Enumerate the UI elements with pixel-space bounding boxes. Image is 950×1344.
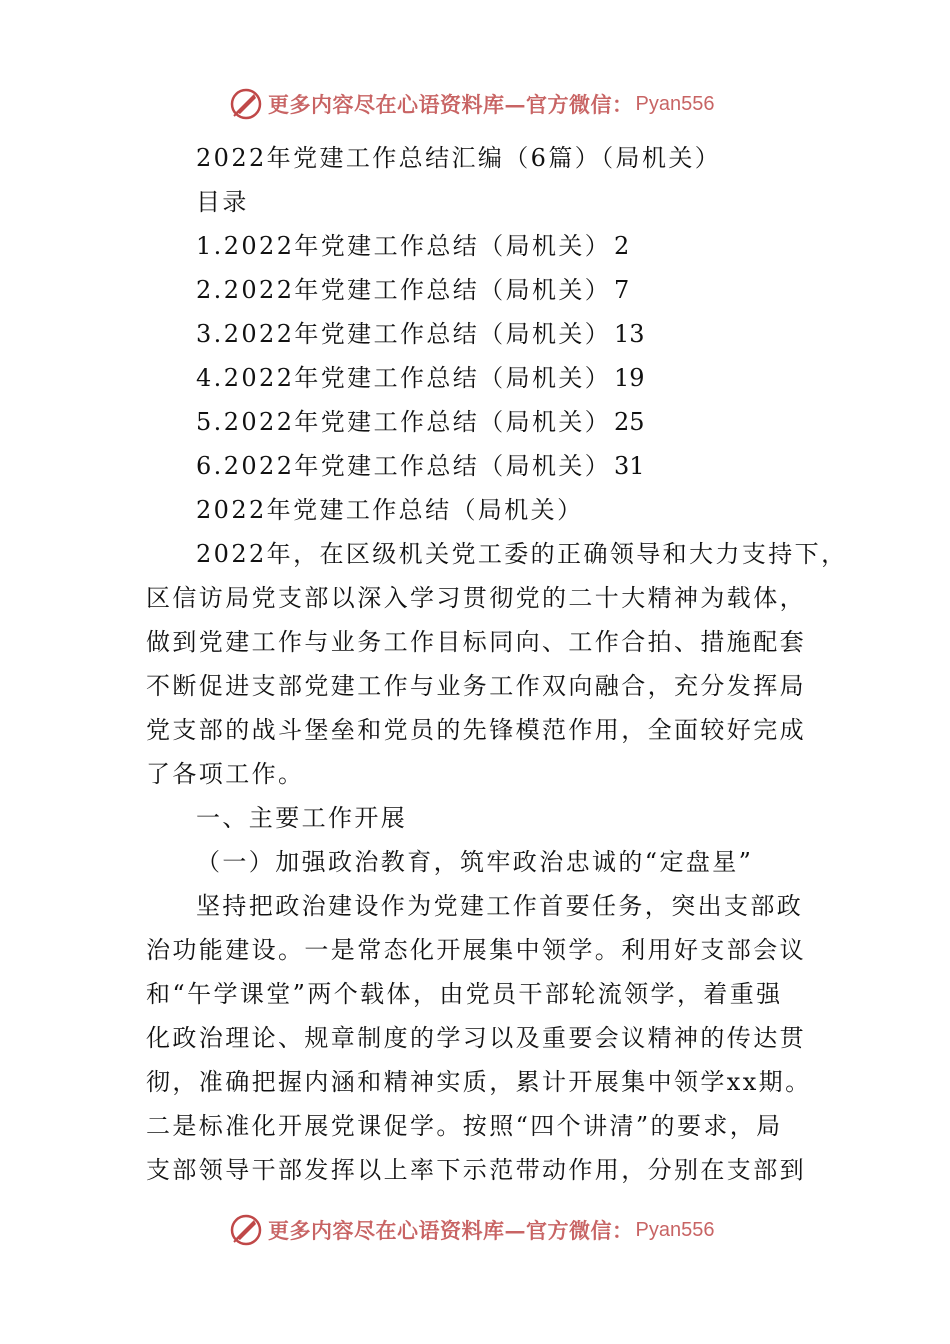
toc-page-number: 31 — [614, 452, 645, 480]
watermark-top — [228, 84, 714, 124]
paragraph-line: 治功能建设。一是常态化开展集中领学。利用好支部会议 — [146, 936, 806, 964]
toc-page-number: 2 — [614, 232, 630, 260]
toc-page-number: 19 — [614, 364, 645, 392]
quill-seal-icon — [228, 86, 264, 122]
paragraph-line: 二是标准化开展党课促学。按照“四个讲清”的要求，局 — [146, 1112, 783, 1140]
paragraph-line: 了各项工作。 — [146, 760, 305, 788]
toc-page-number: 13 — [614, 320, 645, 348]
paragraph-line: 坚持把政治建设作为党建工作首要任务，突出支部政 — [196, 892, 804, 920]
toc-page-number: 7 — [614, 276, 630, 304]
quill-seal-icon — [228, 1212, 264, 1248]
toc-item[interactable]: 6.2022年党建工作总结（局机关） — [196, 452, 612, 480]
toc-heading: 目录 — [196, 188, 249, 216]
watermark-text: 更多内容尽在心语资料库—官方微信： — [268, 92, 634, 117]
paragraph-line: 不断促进支部党建工作与业务工作双向融合，充分发挥局 — [146, 672, 806, 700]
article-title: 2022年党建工作总结（局机关） — [196, 496, 584, 524]
toc-item[interactable]: 5.2022年党建工作总结（局机关） — [196, 408, 612, 436]
toc-item[interactable]: 1.2022年党建工作总结（局机关） — [196, 232, 612, 260]
section-heading: 一、主要工作开展 — [196, 804, 408, 832]
toc-page-number: 25 — [614, 408, 645, 436]
toc-item[interactable]: 2.2022年党建工作总结（局机关） — [196, 276, 612, 304]
paragraph-line: 党支部的战斗堡垒和党员的先锋模范作用，全面较好完成 — [146, 716, 806, 744]
paragraph-line: 支部领导干部发挥以上率下示范带动作用，分别在支部到 — [146, 1156, 806, 1184]
watermark-id: Pyan556 — [635, 92, 715, 115]
paragraph-line: 2022年，在区级机关党工委的正确领导和大力支持下， — [196, 540, 848, 568]
watermark-bottom — [228, 1210, 714, 1250]
subsection-heading: （一）加强政治教育，筑牢政治忠诚的“定盘星” — [196, 848, 754, 876]
paragraph-line: 和“午学课堂”两个载体，由党员干部轮流领学，着重强 — [146, 980, 783, 1008]
document-title: 2022年党建工作总结汇编（6篇）（局机关） — [196, 144, 722, 172]
paragraph-line: 化政治理论、规章制度的学习以及重要会议精神的传达贯 — [146, 1024, 806, 1052]
watermark-text: 更多内容尽在心语资料库—官方微信： — [268, 1218, 634, 1243]
paragraph-line: 区信访局党支部以深入学习贯彻党的二十大精神为载体， — [146, 584, 806, 612]
paragraph-line: 做到党建工作与业务工作目标同向、工作合拍、措施配套 — [146, 628, 806, 656]
watermark-id: Pyan556 — [635, 1218, 715, 1241]
paragraph-line: 彻，准确把握内涵和精神实质，累计开展集中领学xx期。 — [146, 1068, 812, 1096]
toc-item[interactable]: 3.2022年党建工作总结（局机关） — [196, 320, 612, 348]
toc-item[interactable]: 4.2022年党建工作总结（局机关） — [196, 364, 612, 392]
